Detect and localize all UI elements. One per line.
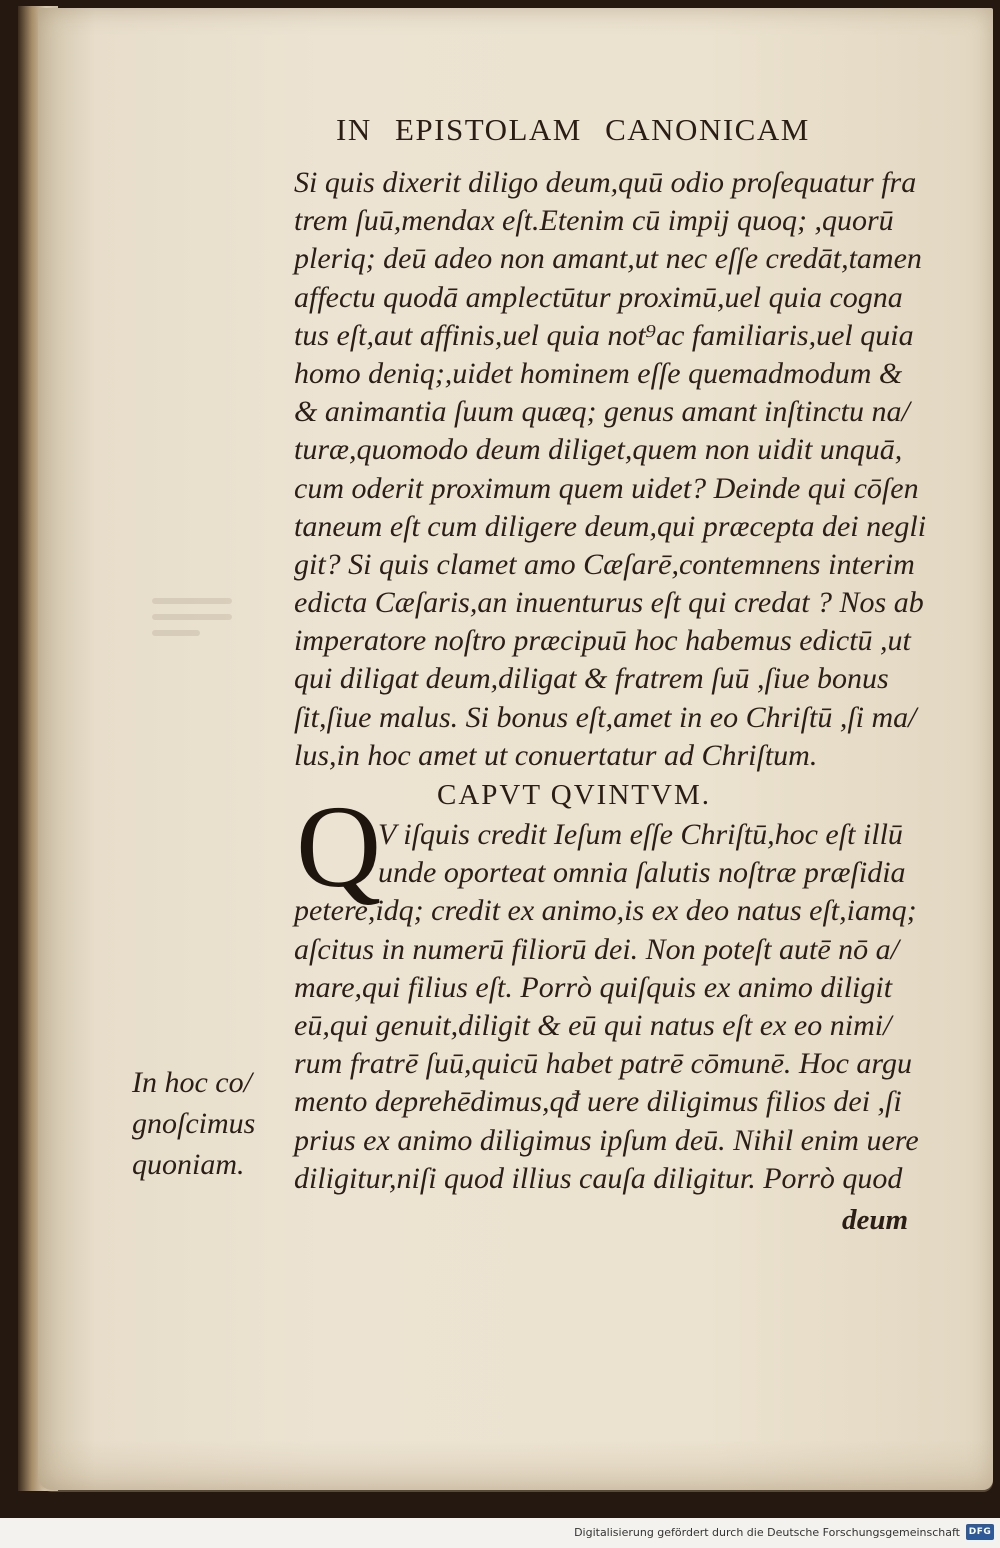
catchword: deum	[842, 1204, 909, 1236]
body-line: tus eſt,aut affinis,uel quia not⁹ac familiaris,uel quia	[294, 318, 914, 352]
show-through-ghost-text	[152, 598, 232, 648]
ghost-line	[152, 614, 232, 620]
body-line: Si quis dixerit diligo deum,quū odio proſequatur fra	[294, 166, 917, 199]
marginal-note-line: quoniam.	[132, 1148, 245, 1181]
body-line: git? Si quis clamet amo Cæſarē,contemnens interim	[294, 547, 915, 581]
body-line: taneum eſt cum diligere deum,qui præcepta dei negli	[294, 509, 927, 543]
chapter-line: mare,qui filius eſt. Porrò quiſquis ex animo diligit	[294, 970, 893, 1004]
body-text	[294, 164, 927, 775]
body-line: turæ,quomodo deum diliget,quem non uidit unquā,	[294, 433, 903, 467]
footer-bar	[0, 1518, 1000, 1548]
chapter-line: mento deprehēdimus,qđ uere diligimus filios dei ,ſi	[294, 1085, 902, 1119]
chapter-title: CAPVT QVINTVM.	[437, 779, 711, 811]
page-bottom-shadow	[38, 1440, 993, 1492]
chapter-line: V iſquis credit Ieſum eſſe Chriſtū,hoc eſt illū	[378, 818, 903, 851]
drop-cap-initial: Q	[296, 781, 382, 912]
body-line: & animantia ſuum quæq; genus amant inſtinctu na/	[294, 395, 910, 429]
body-line: ſit,ſiue malus. Si bonus eſt,amet in eo Chriſtū ,ſi ma/	[294, 700, 917, 734]
marginal-note	[132, 1062, 292, 1185]
chapter-line: prius ex animo diligimus ipſum deū. Nihil enim uere	[294, 1123, 919, 1157]
dfg-logo: DFG	[966, 1524, 994, 1540]
funding-credit: Digitalisierung gefördert durch die Deutsche Forschungsgemeinschaft	[574, 1526, 960, 1539]
body-line: qui diligat deum,diligat & fratrem ſuū ,ſiue bonus	[294, 662, 889, 696]
chapter-line: rum fratrē ſuū,quicū habet patrē cōmunē. Hoc argu	[294, 1047, 912, 1081]
body-line: affectu quodā amplectūtur proximū,uel quia cogna	[294, 280, 903, 314]
chapter-line: aſcitus in numerū filiorū dei. Non poteſt autē nō a/	[294, 932, 899, 966]
ghost-line	[152, 598, 232, 604]
chapter-text	[294, 816, 919, 1198]
chapter-line: eū,qui genuit,diligit & eū qui natus eſt ex eo nimi/	[294, 1008, 892, 1042]
body-line: trem ſuū,mendax eſt.Etenim cū impij quoq; ,quorū	[294, 204, 894, 238]
body-line: pleriq; deū adeo non amant,ut nec eſſe credāt,tamen	[294, 242, 922, 276]
ghost-line	[152, 630, 200, 636]
chapter-line: petere,idq; credit ex animo,is ex deo natus eſt,iamq;	[294, 894, 917, 928]
chapter-line: unde oporteat omnia ſalutis noſtræ præſidia	[378, 856, 906, 890]
body-line: imperatore noſtro præcipuū hoc habemus edictū ,ut	[294, 624, 911, 658]
body-line: edicta Cæſaris,an inuenturus eſt qui credat ? Nos ab	[294, 586, 924, 620]
running-head: IN EPISTOLAM CANONICAM	[336, 112, 810, 147]
marginal-note-line: gnoſcimus	[132, 1107, 256, 1140]
body-line: cum oderit proximum quem uidet? Deinde qui cōſen	[294, 471, 919, 505]
chapter-line: diligitur,niſi quod illius cauſa diligitur. Porrò quod	[294, 1161, 903, 1195]
body-line: homo deniq;,uidet hominem eſſe quemadmodum &	[294, 356, 903, 390]
marginal-note-line: In hoc co/	[132, 1066, 252, 1099]
body-line: lus,in hoc amet ut conuertatur ad Chriſtum.	[294, 738, 818, 772]
